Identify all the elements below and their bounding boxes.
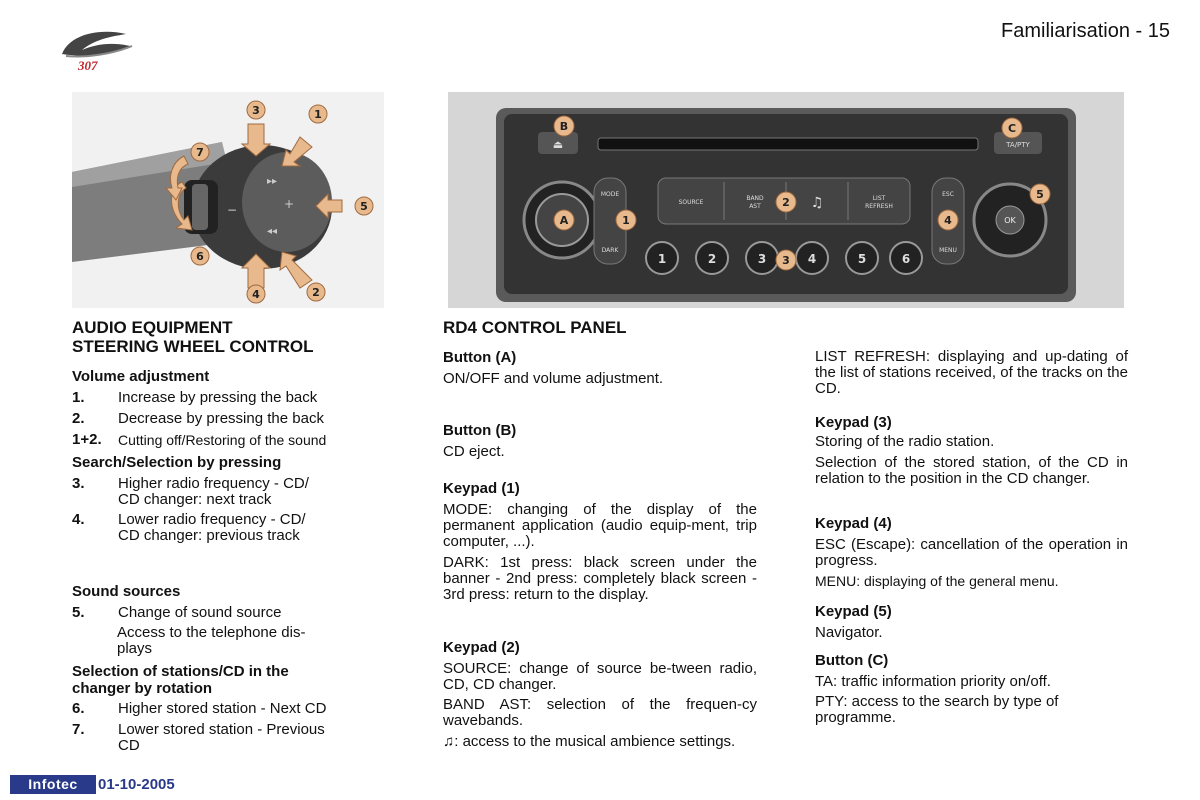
svg-text:−: − [227,203,238,217]
label-source: SOURCE [678,199,704,206]
callout-2: 2 [312,286,320,299]
infotec-badge: Infotec [10,775,96,794]
label-menu: MENU [939,247,957,254]
button-b-text: CD eject. [443,443,505,460]
music-note-icon: ♫ [443,733,455,750]
item-text: Lower radio frequency - CD/ CD changer: previous track [118,511,306,544]
list-item [72,390,392,406]
item-number: 7. [72,721,85,738]
rd4-title: RD4 CONTROL PANEL [443,318,627,337]
label-list: LIST [872,195,886,202]
item-number: 4. [72,511,85,528]
keypad-3-text-2: Selection of the stored station, of the CD in relation to the position in the CD changer. [815,454,1128,487]
svg-text:⏏: ⏏ [552,138,564,151]
callout-7: 7 [196,146,204,159]
section-steering-control [72,318,392,356]
keypad-5-heading: Keypad (5) [815,603,892,620]
button-b-heading: Button (B) [443,422,517,439]
keypad-2-heading: Keypad (2) [443,639,520,656]
rd4-panel-illustration [448,92,1124,308]
callout-b: B [559,120,569,133]
search-list [72,476,392,544]
svg-text:▸▸: ▸▸ [267,176,278,187]
item-text: Higher radio frequency - CD/ CD changer: next track [118,475,309,508]
callout-kp1: 1 [622,214,630,227]
label-ok: OK [1004,216,1016,225]
label-ta-pty: TA/PTY [1006,141,1030,149]
footer-date: 01-10-2005 [98,776,175,793]
logo-model-number: 307 [78,58,98,73]
keypad-1-mode-text: MODE: changing of the display of the permanent application (audio equip-ment, trip computer, ...). [443,501,757,550]
preset-6: 6 [901,252,911,266]
label-mode: MODE [600,191,620,198]
page-header: Familiarisation - 15 [1001,20,1170,42]
label-band-sub: AST [749,203,761,210]
preset-1: 1 [657,252,667,266]
sound-heading: Sound sources [72,583,181,600]
keypad-1-dark-text: DARK: 1st press: black screen under the banner - 2nd press: completely black screen - 3rd press: return to the display. [443,554,757,603]
button-a-heading: Button (A) [443,349,517,366]
rotation-list [72,701,392,754]
list-refresh-text: LIST REFRESH: displaying and up-dating of the list of stations received, of the tracks on the CD. [815,348,1128,397]
svg-text:◂◂: ◂◂ [267,226,278,237]
rotation-heading: Selection of stations/CD in the changer by rotation [72,663,289,697]
label-esc: ESC [942,191,954,198]
item-text: Increase by pressing the back [118,389,318,406]
keypad-2-music-text: ♫: access to the musical ambience settings. [443,733,736,750]
callout-kp5: 5 [1036,188,1044,201]
callout-a: A [559,214,569,227]
callout-kp3: 3 [782,254,790,267]
steering-control-illustration [72,92,384,308]
preset-3: 3 [757,252,767,266]
keypad-4-text-2: MENU: displaying of the general menu. [815,573,1059,589]
list-item [72,605,392,621]
callout-c: C [1007,122,1017,135]
preset-2: 2 [707,252,717,266]
button-a-text: ON/OFF and volume adjustment. [443,370,664,387]
item-extra-text: Access to the telephone dis- plays [117,624,306,657]
section-title-line2: STEERING WHEEL CONTROL [72,337,314,356]
item-text: Cutting off/Restoring of the sound [118,432,327,448]
keypad-2-band-text: BAND AST: selection of the frequen-cy wavebands. [443,696,757,729]
callout-6: 6 [196,250,204,263]
button-c-text-2: PTY: access to the search by type of programme. [815,693,1059,726]
callout-4: 4 [252,288,260,301]
list-item [72,722,392,754]
section-title-line1: AUDIO EQUIPMENT [72,318,233,337]
list-item [72,512,392,544]
item-text: Higher stored station - Next CD [118,700,327,717]
list-item [72,432,392,448]
keypad-1-heading: Keypad (1) [443,480,520,497]
callout-kp4: 4 [944,214,952,227]
keypad-3-heading: Keypad (3) [815,414,892,431]
callout-3: 3 [252,104,260,117]
keypad-2-source-text: SOURCE: change of source be-tween radio, CD, CD changer. [443,660,757,693]
list-item [72,411,392,427]
keypad-4-text-1: ESC (Escape): cancellation of the operation in progress. [815,536,1128,569]
item-number: 2. [72,410,85,427]
volume-heading: Volume adjustment [72,368,210,385]
list-item [72,701,392,717]
preset-4: 4 [807,252,817,266]
item-number: 1. [72,389,85,406]
list-item [72,476,392,508]
keypad-5-text: Navigator. [815,624,883,641]
button-c-text-1: TA: traffic information priority on/off. [815,673,1051,690]
keypad-4-heading: Keypad (4) [815,515,892,532]
item-number: 5. [72,604,85,621]
item-number: 1+2. [72,431,102,448]
button-c-heading: Button (C) [815,652,889,669]
item-number: 6. [72,700,85,717]
svg-text:♫: ♫ [810,195,824,211]
item-text: Change of sound source [118,604,282,621]
label-band: BAND [746,195,764,202]
item-text: Lower stored station - Previous CD [118,721,325,754]
svg-text:+: + [284,197,295,211]
item-text: Decrease by pressing the back [118,410,324,427]
keypad-3-text-1: Storing of the radio station. [815,433,995,450]
volume-list [72,390,392,448]
label-dark: DARK [601,247,619,254]
item-number: 3. [72,475,85,492]
callout-kp2: 2 [782,196,790,209]
callout-5: 5 [360,200,368,213]
label-list-sub: REFRESH [865,203,893,210]
sound-list [72,605,392,657]
callout-1: 1 [314,108,322,121]
search-heading: Search/Selection by pressing [72,454,282,471]
preset-5: 5 [857,252,867,266]
